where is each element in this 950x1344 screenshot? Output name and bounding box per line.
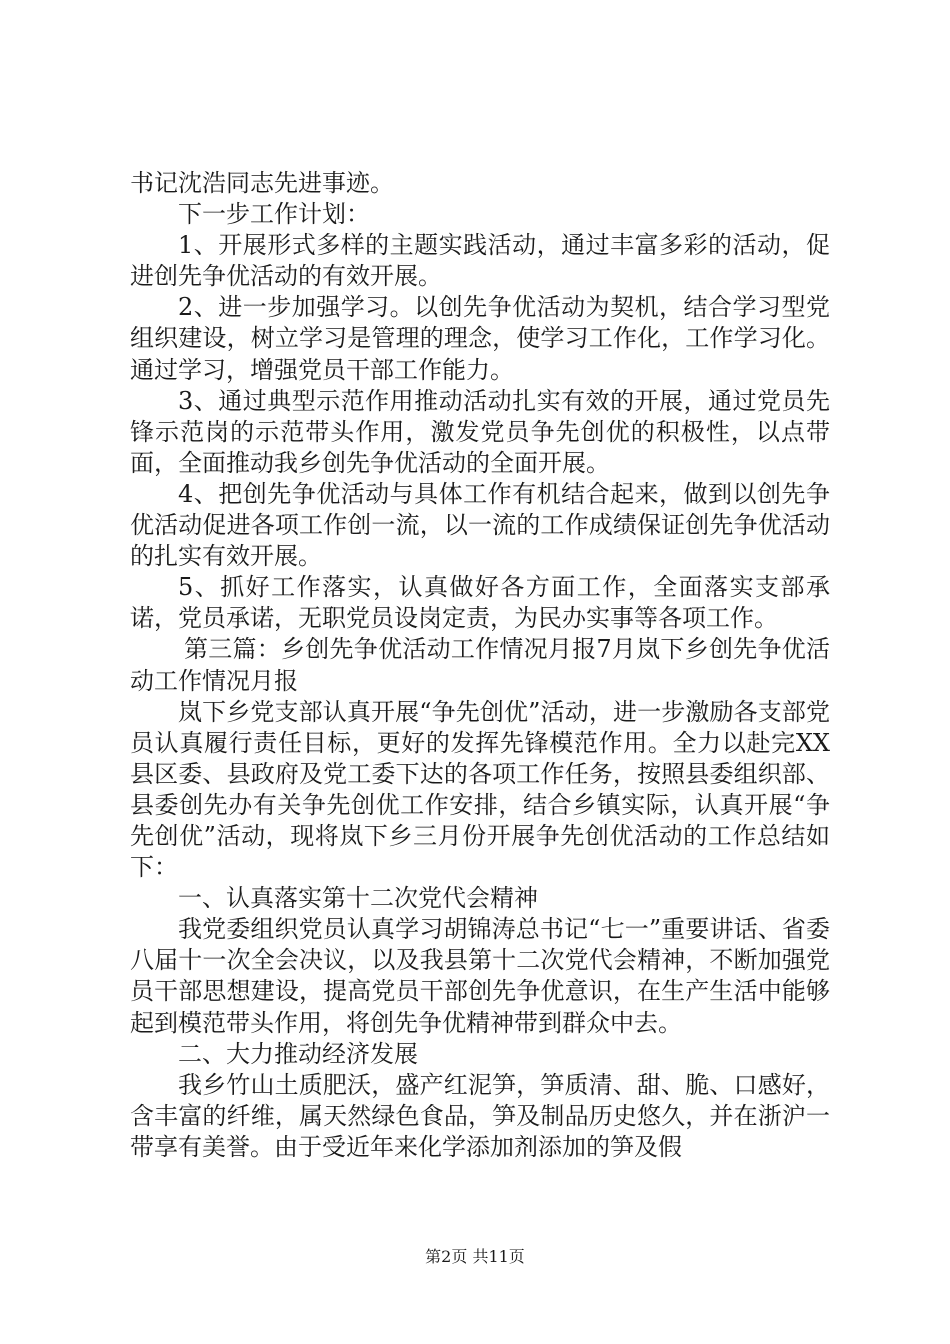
paragraph-11: 二、大力推动经济发展 xyxy=(178,1039,418,1068)
paragraph-0: 书记沈浩同志先进事迹。 xyxy=(130,169,394,197)
paragraph-5: 4、把创先争优活动与具体工作有机结合起来，做到以创先争优活动促进各项工作创一流，以一流的工作成绩保证创先争优活动的扎实有效开展。 xyxy=(130,479,830,571)
paragraph-7: 第三篇：乡创先争优活动工作情况月报7月岚下乡创先争优活动工作情况月报 xyxy=(130,635,830,695)
page-footer xyxy=(0,1244,950,1267)
document-body xyxy=(130,168,830,1163)
paragraph-10: 我党委组织党员认真学习胡锦涛总书记“七一”重要讲话、省委八届十一次全会决议，以及我县第十二次党代会精神，不断加强党员干部思想建设，提高党员干部创先争优意识，在生产生活中能够起到模范带头作用，将创先争优精神带到群众中去。 xyxy=(130,915,830,1037)
paragraph-6: 5、抓好工作落实，认真做好各方面工作，全面落实支部承诺，党员承诺，无职党员设岗定责，为民办实事等各项工作。 xyxy=(130,573,830,633)
paragraph-1: 下一步工作计划： xyxy=(178,200,370,229)
paragraph-4: 3、通过典型示范作用推动活动扎实有效的开展，通过党员先锋示范岗的示范带头作用，激发党员争先创优的积极性，以点带面，全面推动我乡创先争优活动的全面开展。 xyxy=(130,386,830,477)
page-number-label: 第2页 共11页 xyxy=(425,1247,525,1266)
paragraph-12: 我乡竹山土质肥沃，盛产红泥笋，笋质清、甜、脆、口感好，含丰富的纤维，属天然绿色食品，笋及制品历史悠久，并在浙沪一带享有美誉。由于受近年来化学添加剂添加的笋及假 xyxy=(130,1070,830,1161)
paragraph-2: 1、开展形式多样的主题实践活动，通过丰富多彩的活动，促进创先争优活动的有效开展。 xyxy=(130,231,830,291)
paragraph-9: 一、认真落实第十二次党代会精神 xyxy=(178,884,538,913)
paragraph-8: 岚下乡党支部认真开展“争先创优”活动，进一步激励各支部党员认真履行责任目标，更好的发挥先锋模范作用。全力以赴完XX县区委、县政府及党工委下达的各项工作任务，按照县委组织部、县委创先办有关争先创优工作安排，结合乡镇实际，认真开展“争先创优”活动，现将岚下乡三月份开展争先创优活动的工作总结如下： xyxy=(130,697,830,882)
paragraph-3: 2、进一步加强学习。以创先争优活动为契机，结合学习型党组织建设，树立学习是管理的理念，使学习工作化，工作学习化。通过学习，增强党员干部工作能力。 xyxy=(130,293,830,384)
